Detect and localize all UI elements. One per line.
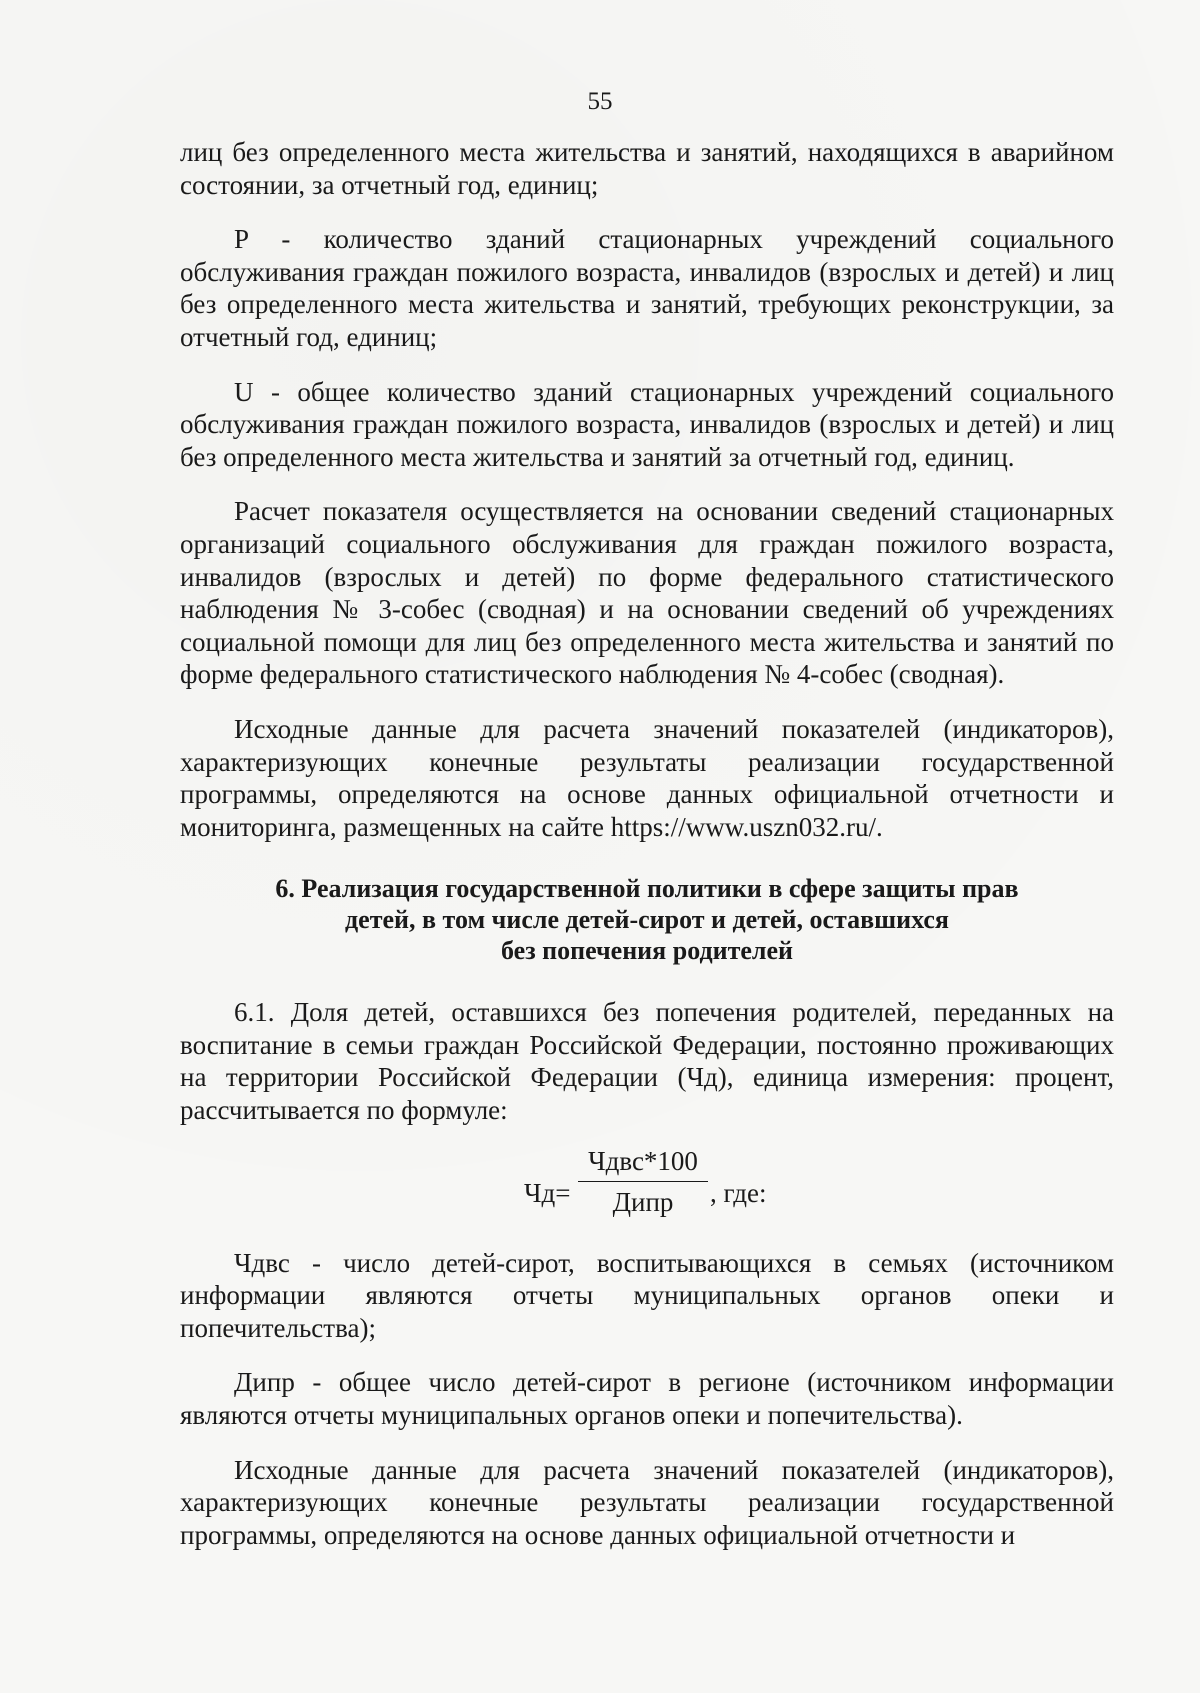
section-heading-line-3: без попечения родителей — [501, 936, 793, 966]
formula-numerator: Чдвс*100 — [578, 1145, 708, 1183]
paragraph-continuation: лиц без определенного места жительства и занятий, находящихся в аварийном состоянии, за отчетный год, единиц; — [180, 137, 1114, 200]
page-number: 55 — [587, 88, 613, 115]
formula-denominator: Дипр — [612, 1187, 674, 1218]
paragraph-definition-u: U - общее количество зданий стационарных учреждений социального обслуживания граждан пожилого возраста, инвалидов (взрослых и детей) и лиц без определенного места жительства и занятий за отчетный год, единиц. — [180, 376, 1114, 472]
paragraph-indicator-6-1: 6.1. Доля детей, оставшихся без попечения родителей, переданных на воспитание в семьи граждан Российской Федерации, постоянно проживающих на территории Российской Федерации (Чд), единица измерения: процент, рассчитывается по формуле: — [180, 997, 1114, 1126]
paragraph-calculation-basis: Расчет показателя осуществляется на основании сведений стационарных организаций социального обслуживания для граждан пожилого возраста, инвалидов (взрослых и детей) по форме федерального статистического наблюдения № 3-собес (сводная) и на основании сведений об учреждениях социальной помощи для лиц без определенного места жительства и занятий по форме федерального статистического наблюдения № 4-собес (сводная). — [180, 496, 1114, 690]
formula-fraction — [578, 1145, 708, 1219]
paragraph-source-data: Исходные данные для расчета значений показателей (индикаторов), характеризующих конечные результаты реализации государственной программы, определяются на основе данных официальной отчетности и мониторинга, размещенных на сайте https://www.uszn032.ru/. — [180, 713, 1114, 842]
formula-lhs: Чд= — [524, 1177, 571, 1208]
formula-rhs: , где: — [710, 1177, 767, 1208]
paragraph-definition-p: P - количество зданий стационарных учреждений социального обслуживания граждан пожилого возраста, инвалидов (взрослых и детей) и лиц без определенного места жительства и занятий, требующих реконструкции, за отчетный год, единиц; — [180, 224, 1114, 352]
section-heading-line-1: 6. Реализация государственной политики в сфере защиты прав — [275, 874, 1019, 904]
paragraph-definition-chdvs: Чдвс - число детей-сирот, воспитывающихся в семьях (источником информации являются отчеты муниципальных органов опеки и попечительства); — [180, 1247, 1114, 1343]
document-body — [180, 136, 1114, 1551]
formula — [180, 1141, 1114, 1247]
section-heading — [180, 873, 1114, 966]
paragraph-definition-dipr: Дипр - общее число детей-сирот в регионе (источником информации являются отчеты муниципальных органов опеки и попечительства). — [180, 1367, 1114, 1431]
section-heading-line-2: детей, в том числе детей-сирот и детей, оставшихся — [345, 905, 949, 935]
paragraph-source-data-2: Исходные данные для расчета значений показателей (индикаторов), характеризующих конечные результаты реализации государственной программы, определяются на основе данных официальной отчетности и — [180, 1454, 1114, 1550]
